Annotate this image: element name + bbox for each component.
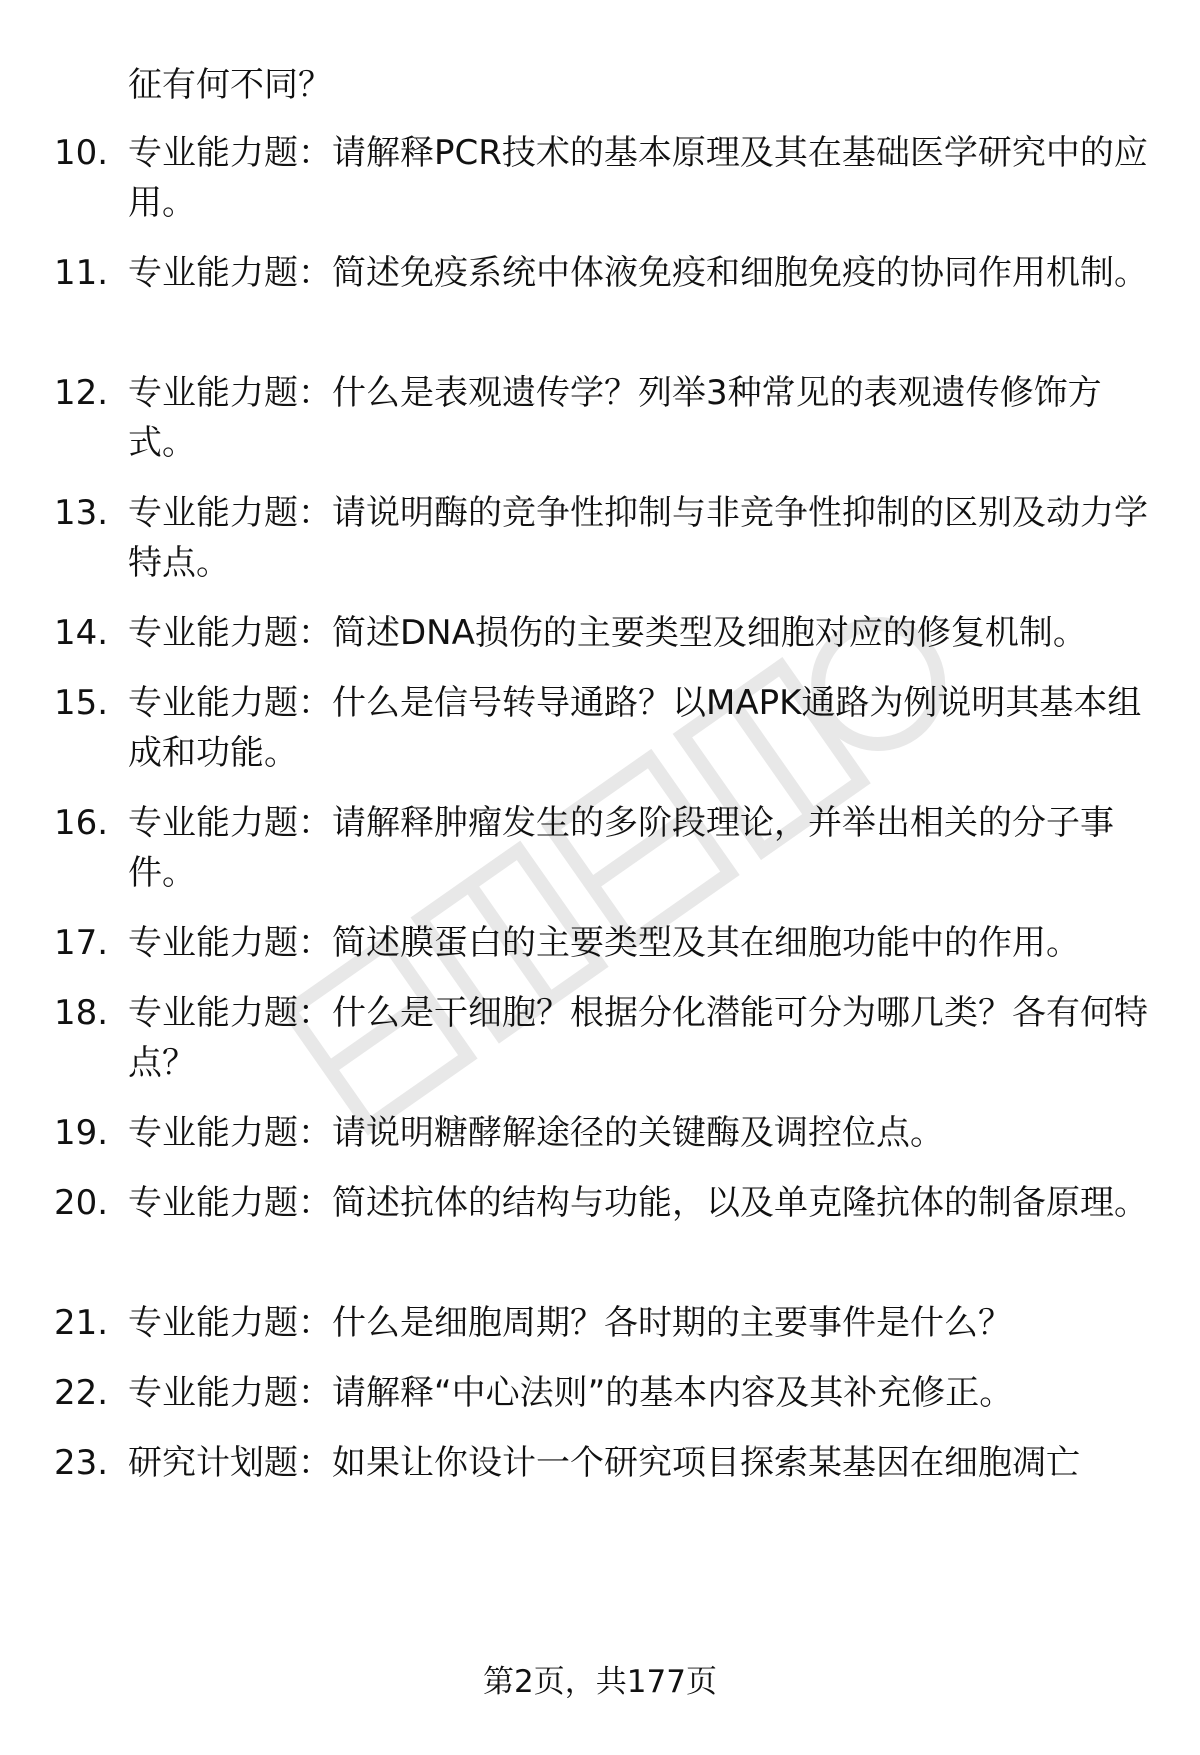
question-text: 专业能力题：请解释肿瘤发生的多阶段理论，并举出相关的分子事件。 <box>128 803 1114 893</box>
question-number: 18. <box>54 993 109 1033</box>
question-number: 23. <box>54 1443 109 1483</box>
question-number: 11. <box>54 253 109 293</box>
question-number: 12. <box>54 373 109 413</box>
question-text: 专业能力题：什么是干细胞？根据分化潜能可分为哪几类？各有何特点？ <box>128 993 1148 1083</box>
question-text: 专业能力题：简述抗体的结构与功能，以及单克隆抗体的制备原理。 <box>128 1183 1148 1223</box>
question-text: 专业能力题：什么是信号转导通路？以MAPK通路为例说明其基本组成和功能。 <box>128 683 1142 773</box>
page-footer: 第2页，共177页 <box>483 1664 717 1700</box>
question-number: 13. <box>54 493 109 533</box>
continuation-text: 征有何不同？ <box>128 65 332 105</box>
question-text: 研究计划题：如果让你设计一个研究项目探索某基因在细胞凋亡 <box>128 1443 1080 1483</box>
question-number: 10. <box>54 133 109 173</box>
question-text: 专业能力题：简述膜蛋白的主要类型及其在细胞功能中的作用。 <box>128 923 1080 963</box>
question-text: 专业能力题：简述免疫系统中体液免疫和细胞免疫的协同作用机制。 <box>128 253 1148 293</box>
question-number: 19. <box>54 1113 109 1153</box>
question-number: 16. <box>54 803 109 843</box>
question-number: 15. <box>54 683 109 723</box>
question-text: 专业能力题：请说明糖酵解途径的关键酶及调控位点。 <box>128 1113 944 1153</box>
question-number: 22. <box>54 1373 109 1413</box>
question-text: 专业能力题：简述DNA损伤的主要类型及细胞对应的修复机制。 <box>128 613 1087 653</box>
question-text: 专业能力题：请解释PCR技术的基本原理及其在基础医学研究中的应用。 <box>128 133 1148 223</box>
question-number: 21. <box>54 1303 109 1343</box>
question-text: 专业能力题：什么是表观遗传学？列举3种常见的表观遗传修饰方式。 <box>128 373 1102 463</box>
question-text: 专业能力题：什么是细胞周期？各时期的主要事件是什么？ <box>128 1303 1012 1343</box>
question-number: 20. <box>54 1183 109 1223</box>
question-number: 17. <box>54 923 109 963</box>
question-number: 14. <box>54 613 109 653</box>
question-text: 专业能力题：请说明酶的竞争性抑制与非竞争性抑制的区别及动力学特点。 <box>128 493 1148 583</box>
question-text: 专业能力题：请解释“中心法则”的基本内容及其补充修正。 <box>128 1373 1014 1413</box>
